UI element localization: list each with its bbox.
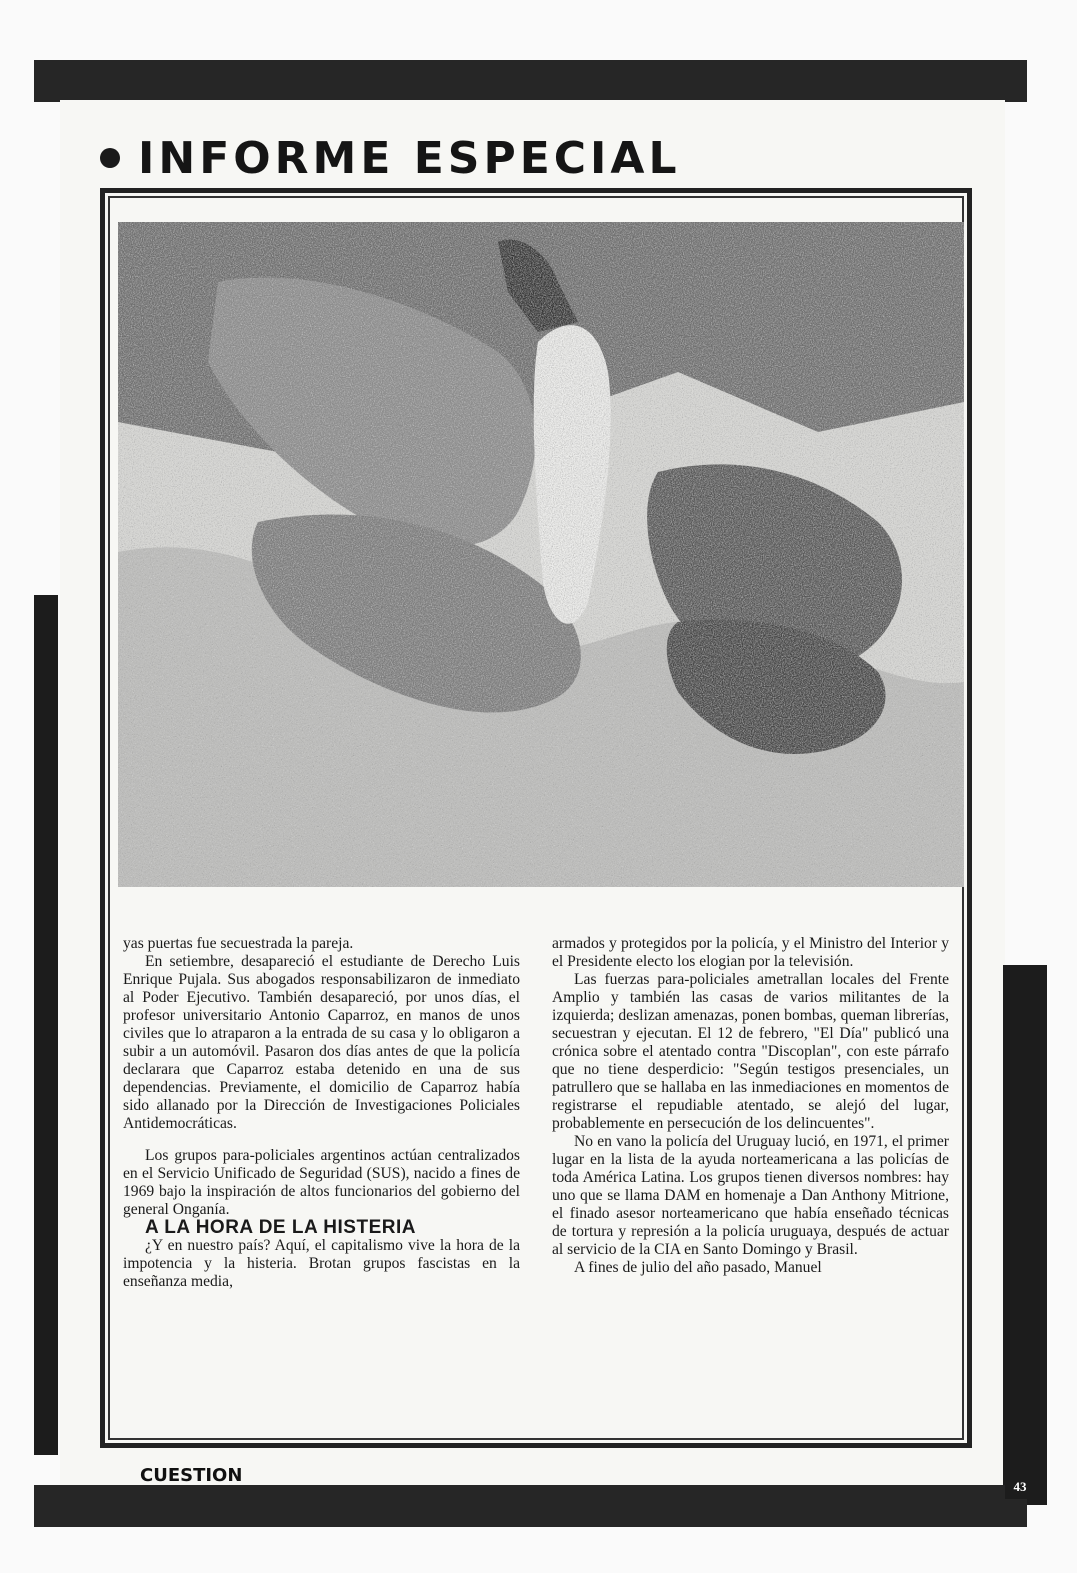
paragraph: En setiembre, desapareció el estudiante de Derecho Luis Enrique Pujala. Sus abogados responsabilizaron de inmediato al Poder Ejecutivo. También desapareció, por unos días, el profesor universitario Antonio Caparroz, en manos de unos civiles que lo atraparon a la entrada de su casa y lo obligaron a subir a un automóvil. Pasaron dos días antes de que la policía declarara que Caparroz estaba detenido en una de sus dependencias. Previamente, el domicilio de Caparroz había sido allanado por la Dirección de Investigaciones Policiales Antidemocráticas.: [123, 953, 520, 1132]
paragraph: Las fuerzas para-policiales ametrallan locales del Frente Amplio y también las casas de varios militantes de la izquierda; deslizan amenazas, ponen bombas, queman librerías, secuestran y ejecutan. El 12 de febrero, "El Día" publicó una crónica sobre el atentado contra "Discoplan", con este párrafo que no tiene desperdicio: "Según testigos presenciales, un patrullero que se hallaba en las inmediaciones en momentos de registrarse el repudiable atentado, se alejó del lugar, probablemente en persecución de los delincuentes".: [552, 971, 949, 1132]
left-scan-border: [34, 595, 58, 1455]
top-scan-border: [34, 60, 1027, 102]
article-column-right: [552, 935, 949, 1277]
section-title: INFORME ESPECIAL: [138, 132, 681, 184]
magazine-brand: CUESTION: [140, 1465, 243, 1486]
paragraph: No en vano la policía del Uruguay lució, en 1971, el primer lugar en la lista de la ayuda norteamericana a las policías de toda América Latina. Los grupos tienen diversos nombres: hay uno que se llama DAM en homenaje a Dan Anthony Mitrione, el finado asesor norteamericano que había enseñado técnicas de tortura y represión a la policía uruguaya, después de actuar al servicio de la CIA en Santo Domingo y Brasil.: [552, 1133, 949, 1258]
paragraph: Los grupos para-policiales argentinos actúan centralizados en el Servicio Unificado de Seguridad (SUS), nacido a fines de 1969 bajo la inspiración de altos funcionarios del gobierno del general Onganía.: [123, 1147, 520, 1218]
section-header: [100, 128, 681, 188]
paragraph: ¿Y en nuestro país? Aquí, el capitalismo vive la hora de la impotencia y la histeria. Brotan grupos fascistas en la enseñanza media,: [123, 1237, 520, 1290]
bottom-scan-border: [34, 1485, 1027, 1527]
paragraph: armados y protegidos por la policía, y el Ministro del Interior y el Presidente electo los elogian por la televisión.: [552, 935, 949, 970]
article-column-left: [123, 935, 520, 1291]
right-scan-border: [1003, 965, 1047, 1505]
bullet-icon: [100, 148, 120, 168]
article-photo: [118, 222, 964, 887]
article-subheading: A LA HORA DE LA HISTERIA: [145, 1217, 416, 1238]
paragraph: A fines de julio del año pasado, Manuel: [574, 1259, 822, 1276]
page-number: 43: [1005, 1475, 1035, 1499]
paragraph: yas puertas fue secuestrada la pareja.: [123, 935, 354, 952]
